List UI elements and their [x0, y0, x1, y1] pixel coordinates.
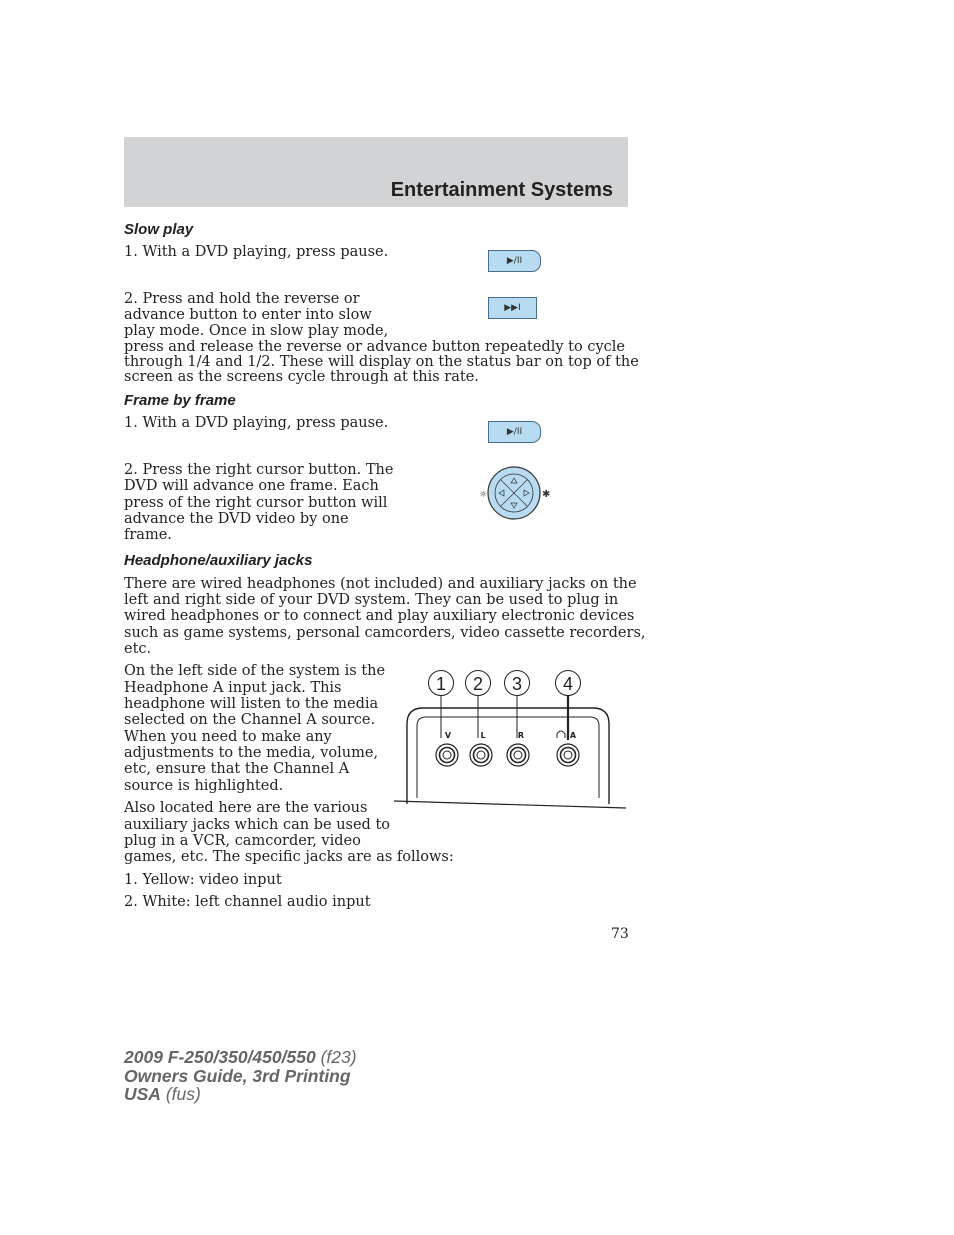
- footer-market: USA: [124, 1084, 161, 1104]
- callout-4-label: 4: [562, 674, 574, 694]
- headphone-intro-line: left and right side of your DVD system. They can be used to plug in: [124, 592, 619, 608]
- slow-play-step-1: 1. With a DVD playing, press pause.: [124, 244, 389, 260]
- jack-panel-diagram: [390, 664, 630, 812]
- slow-play-step-2-line: advance button to enter into slow: [124, 307, 372, 323]
- slow-play-step-2-line: through 1/4 and 1/2. These will display on the status bar on top of the: [124, 354, 639, 370]
- skip-forward-icon: ▶▶I: [504, 303, 521, 313]
- video-input-jack: [436, 744, 458, 766]
- left-side-line: When you need to make any: [124, 729, 332, 745]
- list-item: 1. Yellow: video input: [124, 872, 282, 888]
- frame-by-frame-heading: Frame by frame: [124, 392, 236, 409]
- footer-line-1: [124, 1048, 357, 1067]
- callout-2-label: 2: [472, 674, 484, 694]
- jack-label-a: A: [569, 731, 577, 740]
- cursor-pad-illustration: [474, 462, 554, 524]
- advance-button: [488, 297, 537, 319]
- headphone-intro-line: There are wired headphones (not included) and auxiliary jacks on the: [124, 576, 637, 592]
- section-title: Entertainment Systems: [390, 179, 613, 201]
- headphone-intro-line: such as game systems, personal camcorders, video cassette recorders,: [124, 625, 646, 641]
- footer-model-code: (f23): [315, 1047, 357, 1067]
- left-side-line: On the left side of the system is the: [124, 663, 386, 679]
- footer-market-code: (fus): [160, 1084, 201, 1104]
- jack-label-r: R: [517, 731, 525, 740]
- slow-play-heading: Slow play: [124, 221, 194, 238]
- footer-model: 2009 F-250/350/450/550: [124, 1047, 316, 1067]
- left-side-line: selected on the Channel A source.: [124, 712, 376, 728]
- footer-edition: Owners Guide, 3rd Printing: [124, 1065, 351, 1086]
- bright-brightness-icon: ✱: [542, 489, 551, 500]
- left-side-line: Headphone A input jack. This: [124, 680, 342, 696]
- frame-step-1: 1. With a DVD playing, press pause.: [124, 415, 389, 431]
- headphone-icon: [557, 731, 565, 738]
- slow-play-step-2-line: screen as the screens cycle through at this rate.: [124, 369, 479, 385]
- slow-play-step-2-line: 2. Press and hold the reverse or: [124, 291, 360, 307]
- play-pause-button-2: [488, 421, 541, 443]
- left-audio-jack: [470, 744, 492, 766]
- headphone-intro-line: wired headphones or to connect and play auxiliary electronic devices: [124, 608, 635, 624]
- headphone-intro-line: etc.: [124, 641, 152, 657]
- play-pause-icon: ▶/II: [506, 256, 523, 266]
- slow-play-step-2-line: press and release the reverse or advance button repeatedly to cycle: [124, 339, 625, 355]
- left-side-line: headphone will listen to the media: [124, 696, 379, 712]
- page-number: 73: [611, 926, 629, 942]
- play-pause-icon: ▶/II: [506, 427, 523, 437]
- callout-1-label: 1: [435, 674, 447, 694]
- frame-step-2-line: advance the DVD video by one: [124, 511, 349, 527]
- slow-play-step-2-line: play mode. Once in slow play mode,: [124, 323, 389, 339]
- callout-3-label: 3: [511, 674, 523, 694]
- headphone-heading: Headphone/auxiliary jacks: [124, 552, 313, 569]
- aux-line: games, etc. The specific jacks are as follows:: [124, 849, 454, 865]
- frame-step-2-line: press of the right cursor button will: [124, 495, 388, 511]
- frame-step-2-line: DVD will advance one frame. Each: [124, 478, 379, 494]
- list-item: 2. White: left channel audio input: [124, 894, 371, 910]
- headphone-a-jack: [557, 744, 579, 766]
- document-footer: [124, 1048, 357, 1104]
- panel-base-line: [394, 801, 626, 808]
- aux-line: plug in a VCR, camcorder, video: [124, 833, 361, 849]
- frame-step-2-line: frame.: [124, 527, 172, 543]
- aux-line: auxiliary jacks which can be used to: [124, 817, 390, 833]
- left-side-line: adjustments to the media, volume,: [124, 745, 379, 761]
- jack-label-v: V: [444, 731, 452, 740]
- play-pause-button: [488, 250, 541, 272]
- dim-brightness-icon: ☼: [479, 490, 488, 500]
- right-audio-jack: [507, 744, 529, 766]
- jack-label-l: L: [480, 731, 486, 740]
- footer-line-2: [124, 1067, 357, 1086]
- section-header-bar: [124, 137, 628, 207]
- left-side-line: etc, ensure that the Channel A: [124, 761, 350, 777]
- frame-step-2-line: 2. Press the right cursor button. The: [124, 462, 394, 478]
- aux-line: Also located here are the various: [124, 800, 368, 816]
- footer-line-3: [124, 1085, 357, 1104]
- left-side-line: source is highlighted.: [124, 778, 284, 794]
